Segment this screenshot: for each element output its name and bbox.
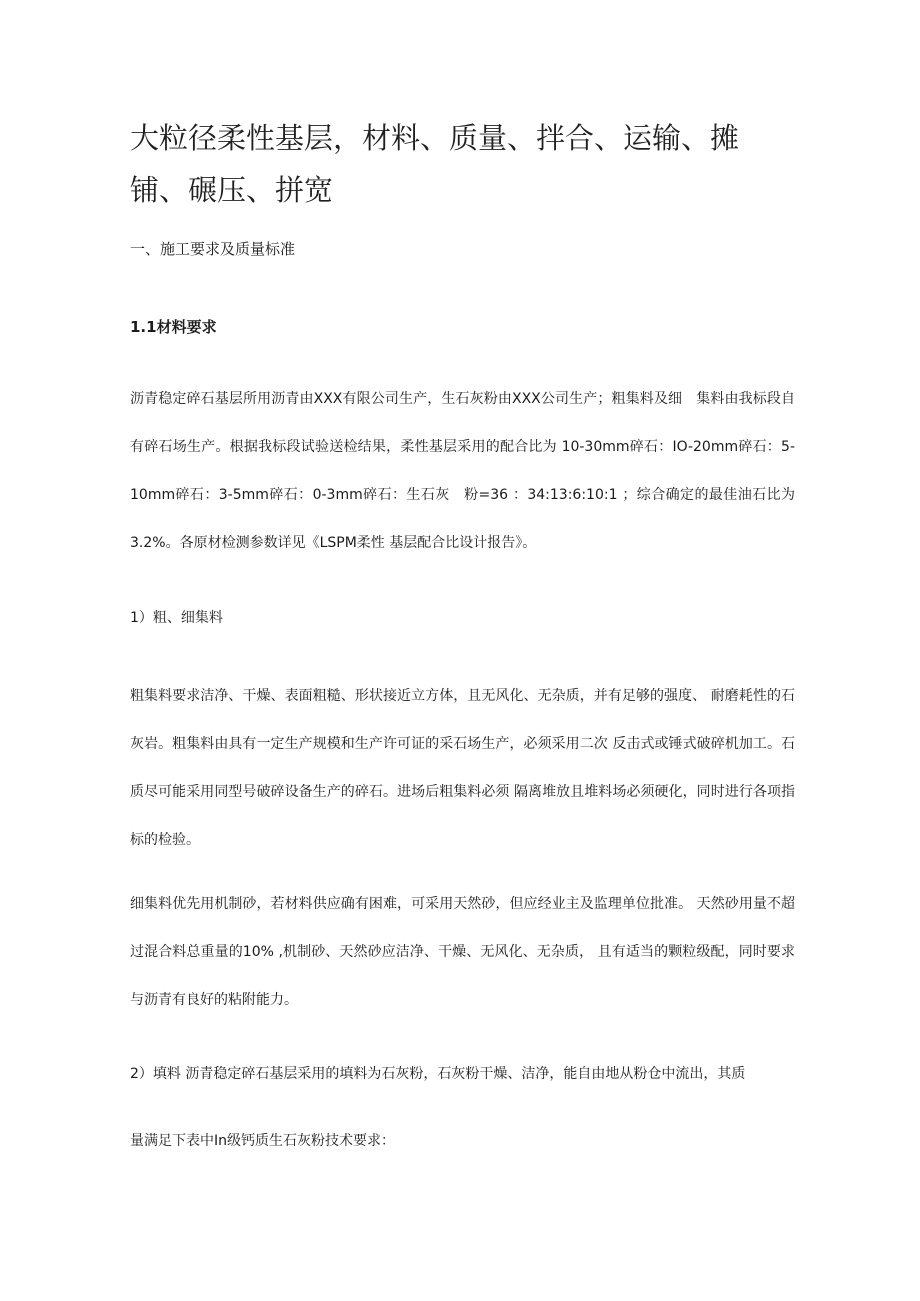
aggregate-subheading: 1）粗、细集料 [130, 610, 223, 626]
subsection-heading: 1.1材料要求 [130, 318, 217, 336]
coarse-aggregate-paragraph: 粗集料要求洁净、干燥、表面粗糙、形状接近立方体，且无风化、无杂质，并有足够的强度、 耐磨耗性的石灰岩。粗集料由具有一定生产规模和生产许可证的采石场生产，必须采用二次 反击式或锤式破碎机加工。石质尽可能采用同型号破碎设备生产的碎石。进场后粗集料必须 隔离堆放且堆料场必须硬化，同时进行各项指标的检验。 [130, 688, 795, 848]
document-title: 大粒径柔性基层，材料、质量、拌合、运输、摊铺、碾压、拼宽 [130, 121, 740, 207]
filler-paragraph-continued: 量满足下表中In级钙质生石灰粉技术要求： [130, 1133, 396, 1149]
section-heading: 一、施工要求及质量标准 [130, 240, 296, 258]
filler-paragraph: 2）填料 沥青稳定碎石基层采用的填料为石灰粉，石灰粉干燥、洁净，能自由地从粉仓中流出，其质 [130, 1066, 746, 1082]
intro-paragraph: 沥青稳定碎石基层所用沥青由XXX有限公司生产，生石灰粉由XXX公司生产；粗集料及细 集料由我标段自有碎石场生产。根据我标段试验送检结果，柔性基层采用的配合比为 10-30mm碎石：IO-20mm碎石：5-10mm碎石：3-5mm碎石：0-3mm碎石：生石灰 粉=36 ：34:13:6:10:1 ；综合确定的最佳油石比为3.2%。各原材检测参数详见《LSPM柔性 基层配合比设计报告》。 [130, 391, 795, 551]
fine-aggregate-paragraph: 细集料优先用机制砂，若材料供应确有困难，可采用天然砂，但应经业主及监理单位批准。 天然砂用量不超过混合料总重量的10% ,机制砂、天然砂应洁净、干燥、无风化、无杂质， 且有适当的颗粒级配，同时要求与沥青有良好的粘附能力。 [130, 896, 795, 1008]
